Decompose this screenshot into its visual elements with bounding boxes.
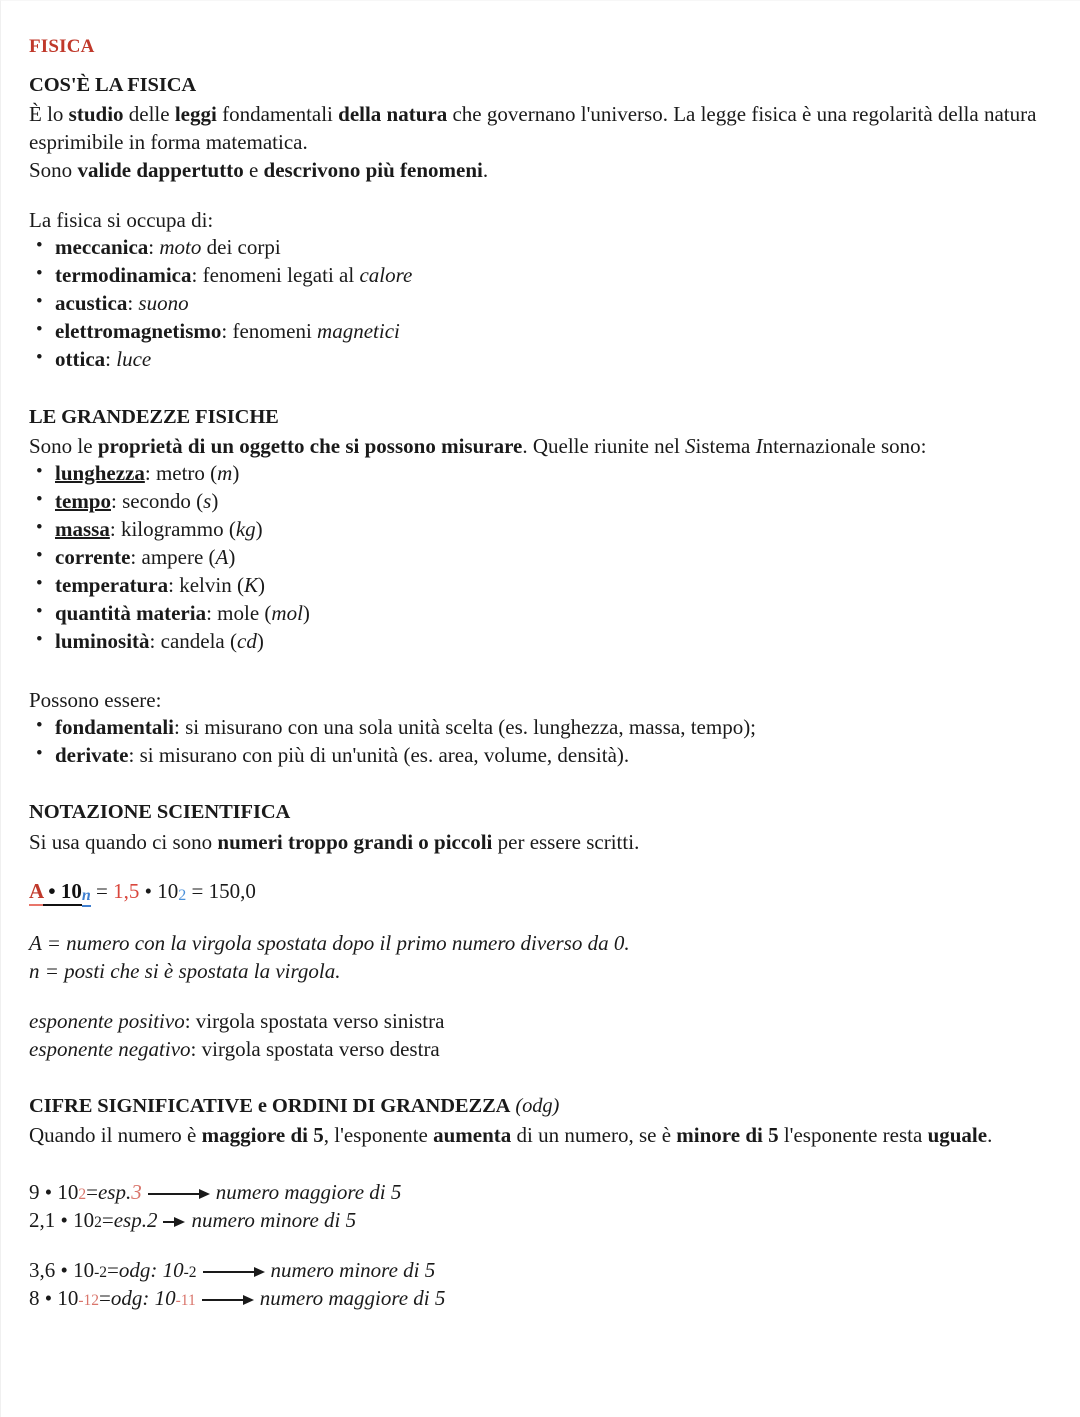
term: quantità materia bbox=[55, 600, 207, 625]
spacer bbox=[29, 907, 1048, 929]
formula-dot-ten: • 10 bbox=[43, 879, 82, 906]
symbol: K bbox=[243, 572, 258, 597]
formula-notazione-scientifica bbox=[29, 878, 1048, 907]
term: meccanica bbox=[55, 235, 149, 260]
heading-grandezze-fisiche: LE GRANDEZZE FISICHE bbox=[29, 405, 279, 428]
paragraph-occupa-di: La fisica si occupa di: bbox=[29, 208, 214, 233]
text-frag: e bbox=[243, 158, 264, 183]
text-frag: per essere scritti. bbox=[492, 829, 640, 854]
text-frag: l'esponente resta bbox=[778, 1122, 928, 1147]
list-item: • luminosità: candela (cd) bbox=[29, 628, 1048, 656]
text-frag: . bbox=[482, 158, 489, 183]
heading-part-odg: (odg) bbox=[510, 1094, 560, 1117]
emphasis: luce bbox=[116, 346, 152, 371]
spacer bbox=[29, 1235, 1048, 1257]
example-exponent: 2 bbox=[94, 1213, 102, 1231]
plain: fenomeni bbox=[232, 319, 318, 344]
example-equals: = bbox=[107, 1257, 119, 1282]
unit: ampere bbox=[141, 544, 204, 569]
example-label: odg: 10 bbox=[110, 1285, 176, 1310]
text-frag: nternazionale bbox=[762, 434, 876, 459]
list-item bbox=[29, 234, 1048, 262]
text-bold: uguale bbox=[927, 1122, 988, 1147]
list-item: • tempo: secondo (s) bbox=[29, 488, 1048, 516]
text-frag: Quando il numero è bbox=[29, 1122, 202, 1147]
example-base: 3,6 • 10 bbox=[29, 1257, 95, 1282]
unit: candela bbox=[160, 628, 225, 653]
list-item: • lunghezza: metro (m) bbox=[29, 460, 1048, 488]
list-item bbox=[29, 742, 1048, 770]
rest: : si misurano con una sola unità scelta (es. lunghezza, massa, tempo); bbox=[174, 714, 757, 739]
text-frag: sono: bbox=[875, 434, 927, 459]
example-row bbox=[29, 1207, 1048, 1235]
symbol: s bbox=[203, 489, 212, 514]
text-frag: Sono le bbox=[29, 434, 98, 459]
term: derivate bbox=[55, 742, 129, 767]
example-base: 2,1 • 10 bbox=[29, 1207, 95, 1232]
example-row bbox=[29, 1179, 1048, 1207]
definition-n bbox=[29, 957, 1048, 985]
text-bold: leggi bbox=[174, 102, 217, 127]
si-initial-i: I bbox=[755, 434, 763, 459]
spacer bbox=[29, 856, 1048, 878]
heading-part-ordini: ORDINI DI GRANDEZZA bbox=[271, 1094, 511, 1117]
list-item bbox=[29, 346, 1048, 374]
example-base: 8 • 10 bbox=[29, 1285, 79, 1310]
paragraph-possono-essere: Possono essere: bbox=[29, 687, 162, 712]
text-bold: minore di 5 bbox=[676, 1122, 779, 1147]
sep: : bbox=[105, 346, 117, 371]
spacer bbox=[29, 184, 1048, 206]
text-frag: : virgola spostata verso destra bbox=[190, 1036, 440, 1061]
paragraph-cifre-regola bbox=[29, 1121, 1048, 1149]
unit: kelvin bbox=[179, 572, 232, 597]
definition-text: n = posti che si è spostata la virgola. bbox=[29, 958, 341, 983]
esponente-negativo-label: esponente negativo bbox=[29, 1036, 191, 1061]
example-equals: = bbox=[99, 1285, 111, 1310]
paragraph-grandezze-intro bbox=[29, 432, 1048, 460]
heading-cose-la-fisica: COS'È LA FISICA bbox=[29, 73, 197, 96]
example-row bbox=[29, 1257, 1048, 1285]
paragraph-notazione-intro bbox=[29, 828, 1048, 856]
example-equals: = bbox=[86, 1179, 98, 1204]
term: luminosità bbox=[55, 628, 150, 653]
example-label-exponent: -2 bbox=[183, 1263, 197, 1281]
esponente-negativo-line bbox=[29, 1035, 1048, 1063]
formula-term-A: A bbox=[29, 879, 43, 906]
term-underlined: tempo bbox=[55, 489, 111, 514]
example-exponent: -12 bbox=[78, 1291, 100, 1309]
list-item: • corrente: ampere (A) bbox=[29, 544, 1048, 572]
term-underlined: massa bbox=[55, 516, 110, 541]
spacer bbox=[29, 985, 1048, 1007]
formula-exponent-n: n bbox=[82, 887, 91, 907]
heading-part-cifre: CIFRE SIGNIFICATIVE bbox=[29, 1094, 253, 1117]
definition-A bbox=[29, 929, 1048, 957]
document-title: FISICA bbox=[29, 36, 95, 57]
heading-notazione-scientifica: NOTAZIONE SCIENTIFICA bbox=[29, 801, 291, 824]
text-frag: Si usa quando ci sono bbox=[29, 829, 218, 854]
formula-result: 150,0 bbox=[208, 878, 256, 903]
unit: secondo bbox=[122, 489, 191, 514]
arrow-right-icon bbox=[148, 1189, 210, 1199]
term: corrente bbox=[55, 544, 131, 569]
example-result: numero maggiore di 5 bbox=[259, 1285, 446, 1310]
formula-dot-ten-2: • 10 bbox=[139, 878, 179, 903]
example-exponent: -2 bbox=[94, 1263, 108, 1281]
rest: dei corpi bbox=[201, 235, 281, 260]
formula-equals-2: = bbox=[186, 878, 209, 903]
formula-exponent-2: 2 bbox=[178, 886, 187, 904]
heading-cifre-significative bbox=[29, 1093, 1048, 1119]
sep: : bbox=[148, 235, 160, 260]
rest: : si misurano con più di un'unità (es. area, volume, densità). bbox=[128, 742, 630, 767]
sep: : bbox=[127, 291, 139, 316]
example-result: numero maggiore di 5 bbox=[215, 1179, 402, 1204]
unit: mole bbox=[217, 600, 260, 625]
heading-part-e: e bbox=[252, 1094, 272, 1117]
text-bold: numeri troppo grandi o piccoli bbox=[217, 829, 493, 854]
text-frag: . bbox=[987, 1122, 993, 1147]
text-bold: studio bbox=[68, 102, 124, 127]
arrow-right-icon bbox=[163, 1217, 185, 1227]
example-row bbox=[29, 1285, 1048, 1313]
example-label: esp. bbox=[113, 1207, 147, 1232]
esponente-positivo-label: esponente positivo bbox=[29, 1008, 185, 1033]
text-bold: maggiore di 5 bbox=[201, 1122, 324, 1147]
example-result: numero minore di 5 bbox=[270, 1257, 436, 1282]
term: fondamentali bbox=[55, 714, 175, 739]
spacer bbox=[29, 769, 1048, 799]
symbol: kg bbox=[235, 516, 256, 541]
term: acustica bbox=[55, 291, 128, 316]
si-initial-s: S bbox=[685, 434, 696, 459]
text-bold: della natura bbox=[338, 102, 448, 127]
example-result: numero minore di 5 bbox=[191, 1207, 357, 1232]
text-frag: Sono bbox=[29, 158, 78, 183]
spacer bbox=[29, 1063, 1048, 1093]
text-frag: istema bbox=[695, 434, 756, 459]
term: elettromagnetismo bbox=[55, 319, 222, 344]
arrow-right-icon bbox=[202, 1295, 254, 1305]
emphasis: magnetici bbox=[317, 319, 400, 344]
text-frag: che governano l'universo. La legge fisica è una regolarità della natura esprimibile in forma matematica. bbox=[29, 102, 1037, 155]
unit: kilogrammo bbox=[120, 516, 224, 541]
emphasis: moto bbox=[159, 235, 202, 260]
text-frag: È lo bbox=[29, 102, 69, 127]
list-item: • massa: kilogrammo (kg) bbox=[29, 516, 1048, 544]
list-item bbox=[29, 714, 1048, 742]
example-label-exponent: -11 bbox=[175, 1291, 196, 1309]
sep: : bbox=[221, 319, 233, 344]
list-unita-si bbox=[29, 460, 1048, 655]
text-frag: delle bbox=[123, 102, 175, 127]
text-frag: : virgola spostata verso sinistra bbox=[184, 1008, 445, 1033]
example-base: 9 • 10 bbox=[29, 1179, 79, 1204]
list-item bbox=[29, 318, 1048, 346]
list-item bbox=[29, 262, 1048, 290]
list-tipi-grandezze bbox=[29, 714, 1048, 770]
paragraph-valide bbox=[29, 156, 1048, 184]
example-label: odg: 10 bbox=[118, 1257, 184, 1282]
example-label-value: 2 bbox=[146, 1207, 158, 1232]
symbol: cd bbox=[237, 628, 257, 653]
text-bold: valide dappertutto bbox=[77, 158, 244, 183]
term: termodinamica bbox=[55, 263, 192, 288]
esponente-positivo-line bbox=[29, 1007, 1048, 1035]
text-frag: fondamentali bbox=[216, 102, 339, 127]
list-item: • temperatura: kelvin (K) bbox=[29, 572, 1048, 600]
text-bold: descrivono più fenomeni bbox=[263, 158, 483, 183]
spacer bbox=[29, 374, 1048, 404]
formula-equals: = bbox=[90, 878, 114, 903]
list-item bbox=[29, 290, 1048, 318]
sep: : bbox=[191, 263, 203, 288]
text-bold: aumenta bbox=[433, 1122, 512, 1147]
symbol: A bbox=[215, 544, 229, 569]
example-equals: = bbox=[101, 1207, 114, 1232]
emphasis: suono bbox=[138, 291, 189, 316]
emphasis: calore bbox=[359, 263, 413, 288]
spacer bbox=[29, 656, 1048, 686]
symbol: m bbox=[217, 461, 233, 486]
text-frag: di un numero, se è bbox=[511, 1122, 677, 1147]
unit: metro bbox=[155, 461, 205, 486]
spacer bbox=[29, 1149, 1048, 1179]
paragraph-definizione bbox=[29, 100, 1048, 156]
text-frag: , l'esponente bbox=[323, 1122, 434, 1147]
example-label: esp. bbox=[97, 1179, 132, 1204]
text-bold: proprietà di un oggetto che si possono misurare bbox=[97, 434, 523, 459]
symbol: mol bbox=[271, 600, 303, 625]
example-exponent: 2 bbox=[78, 1185, 87, 1203]
plain: fenomeni legati al bbox=[202, 263, 360, 288]
term: ottica bbox=[55, 346, 106, 371]
text-frag: . Quelle riunite nel bbox=[522, 434, 686, 459]
example-label-value: 3 bbox=[131, 1179, 142, 1204]
list-item: • quantità materia: mole (mol) bbox=[29, 600, 1048, 628]
arrow-right-icon bbox=[203, 1267, 265, 1277]
definition-text: A = numero con la virgola spostata dopo il primo numero diverso da 0. bbox=[29, 930, 630, 955]
formula-value: 1,5 bbox=[113, 878, 140, 903]
term-underlined: lunghezza bbox=[55, 461, 145, 486]
term: temperatura bbox=[55, 572, 169, 597]
list-branche-fisica bbox=[29, 234, 1048, 374]
